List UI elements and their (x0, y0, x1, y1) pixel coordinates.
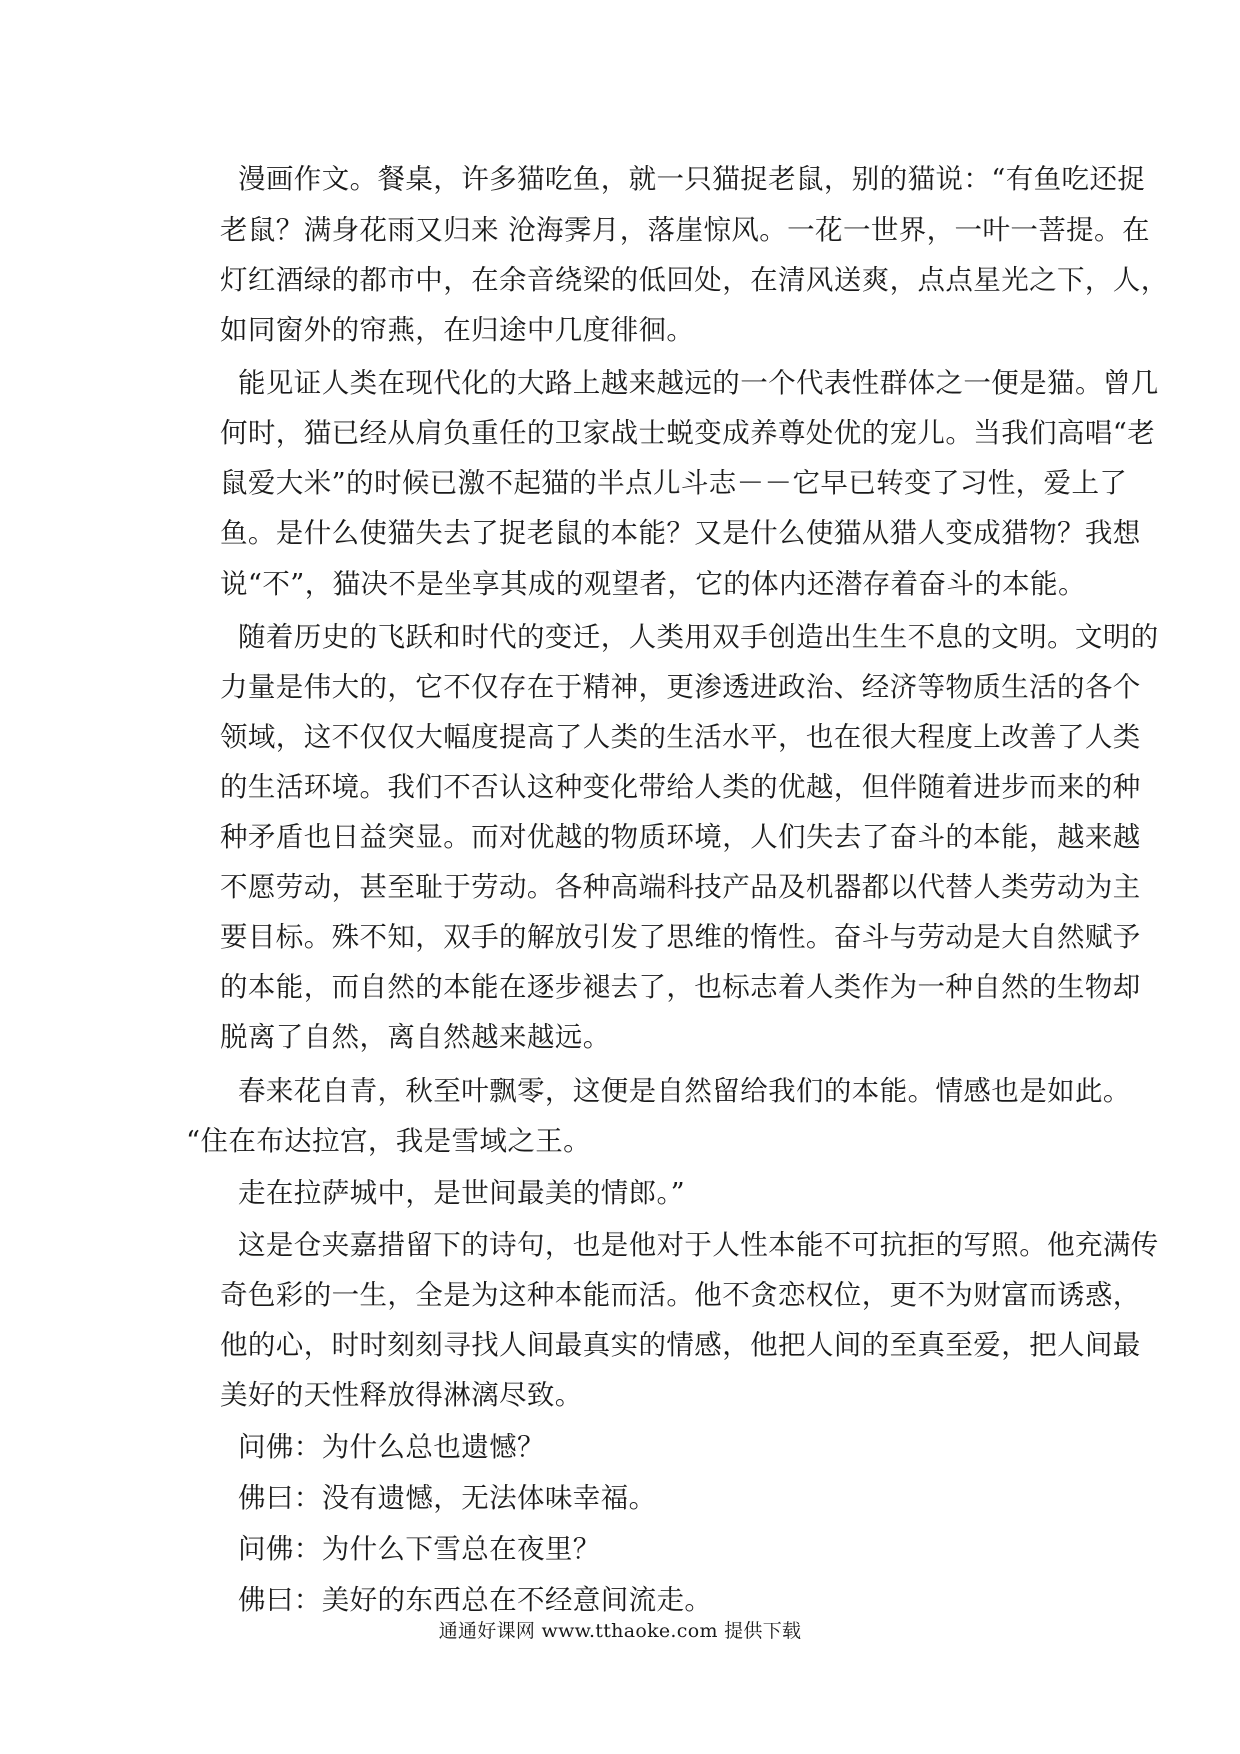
text-line-28: 问佛：为什么下雪总在夜里？ (238, 1533, 601, 1565)
text-line-19: 春来花自青，秋至叶飘零，这便是自然留给我们的本能。情感也是如此。 (238, 1075, 1131, 1107)
text-line-12: 领域，这不仅仅大幅度提高了人类的生活水平，也在很大程度上改善了人类 (220, 721, 1141, 753)
text-line-6: 何时，猫已经从肩负重任的卫家战士蜕变成养尊处优的宠儿。当我们高唱“老 (220, 417, 1156, 449)
text-line-20: “住在布达拉宫，我是雪域之王。 (186, 1125, 592, 1157)
text-line-10: 随着历史的飞跃和时代的变迁，人类用双手创造出生生不息的文明。文明的 (238, 621, 1159, 653)
text-line-2: 老鼠？满身花雨又归来 沧海霁月，落崖惊风。一花一世界，一叶一菩提。在 (220, 214, 1150, 246)
text-line-11: 力量是伟大的，它不仅存在于精神，更渗透进政治、经济等物质生活的各个 (220, 671, 1141, 703)
text-line-9: 说“不”，猫决不是坐享其成的观望者，它的体内还潜存着奋斗的本能。 (220, 568, 1086, 600)
text-line-27: 佛曰：没有遗憾，无法体味幸福。 (238, 1482, 657, 1514)
page-footer: 通通好课网 www.tthaoke.com 提供下载 (438, 1620, 802, 1642)
text-line-5: 能见证人类在现代化的大路上越来越远的一个代表性群体之一便是猫。曾几 (238, 367, 1159, 399)
text-line-13: 的生活环境。我们不否认这种变化带给人类的优越，但伴随着进步而来的种 (220, 771, 1141, 803)
text-line-15: 不愿劳动，甚至耻于劳动。各种高端科技产品及机器都以代替人类劳动为主 (220, 871, 1141, 903)
text-line-4: 如同窗外的帘燕，在归途中几度徘徊。 (220, 314, 695, 346)
text-line-23: 奇色彩的一生，全是为这种本能而活。他不贪恋权位，更不为财富而诱惑， (220, 1279, 1141, 1311)
text-line-1: 漫画作文。餐桌，许多猫吃鱼，就一只猫捉老鼠，别的猫说：“有鱼吃还捉 (238, 163, 1146, 195)
text-line-3: 灯红酒绿的都市中，在余音绕梁的低回处，在清风送爽，点点星光之下，人， (220, 264, 1169, 296)
text-line-21: 走在拉萨城中，是世间最美的情郎。” (238, 1177, 686, 1209)
text-line-29: 佛曰：美好的东西总在不经意间流走。 (238, 1584, 713, 1616)
text-line-17: 的本能，而自然的本能在逐步褪去了，也标志着人类作为一种自然的生物却 (220, 971, 1141, 1003)
text-line-25: 美好的天性释放得淋漓尽致。 (220, 1379, 583, 1411)
text-line-24: 他的心，时时刻刻寻找人间最真实的情感，他把人间的至真至爱，把人间最 (220, 1329, 1141, 1361)
text-line-18: 脱离了自然，离自然越来越远。 (220, 1021, 611, 1053)
text-line-14: 种矛盾也日益突显。而对优越的物质环境，人们失去了奋斗的本能，越来越 (220, 821, 1141, 853)
text-line-22: 这是仓夹嘉措留下的诗句，也是他对于人性本能不可抗拒的写照。他充满传 (238, 1229, 1159, 1261)
text-line-26: 问佛：为什么总也遗憾？ (238, 1431, 545, 1463)
text-line-16: 要目标。殊不知，双手的解放引发了思维的惰性。奋斗与劳动是大自然赋予 (220, 921, 1141, 953)
text-line-8: 鱼。是什么使猫失去了捉老鼠的本能？又是什么使猫从猎人变成猎物？我想 (220, 517, 1141, 549)
text-line-7: 鼠爱大米”的时候已激不起猫的半点儿斗志－－它早已转变了习性，爱上了 (220, 467, 1128, 499)
